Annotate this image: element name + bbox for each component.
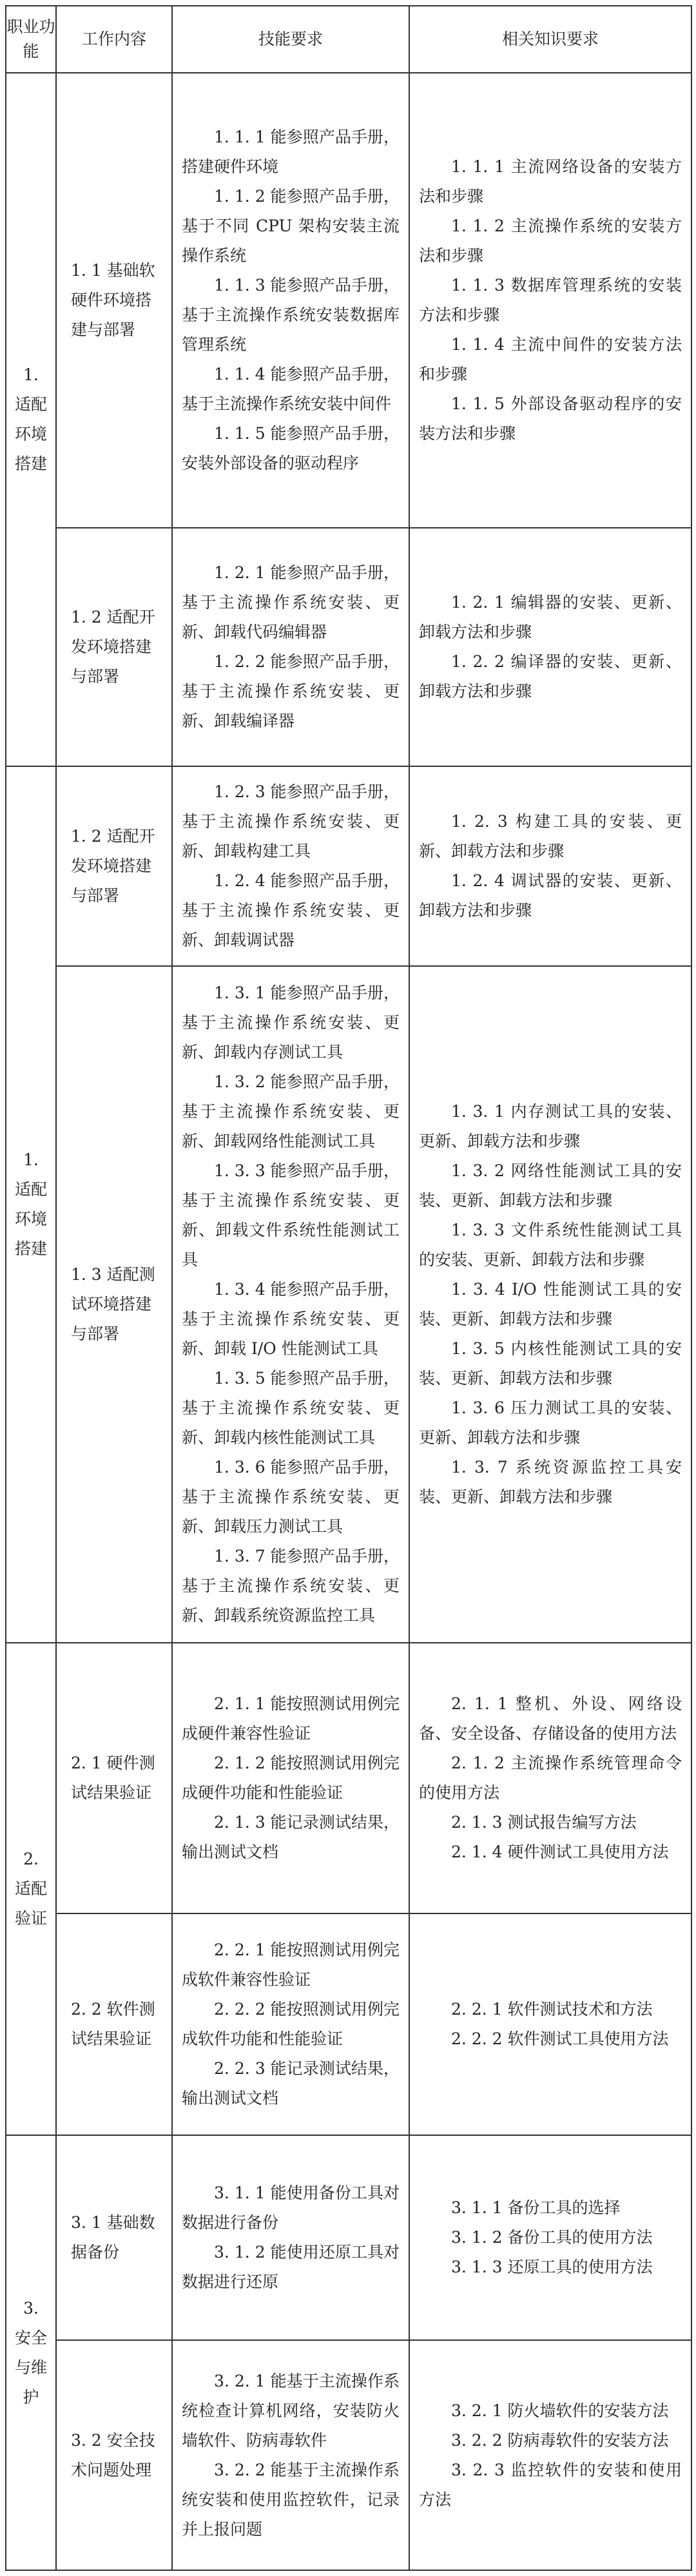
table-row bbox=[6, 1643, 691, 1913]
knowledge-item: 1. 3. 2 网络性能测试工具的安装、更新、卸载方法和步骤 bbox=[419, 1161, 682, 1210]
knowledge-cell bbox=[409, 2340, 691, 2570]
knowledge-item: 1. 1. 1 主流网络设备的安装方法和步骤 bbox=[419, 157, 682, 206]
header-function: 职业功能 bbox=[6, 6, 56, 73]
function-cell: 1. 适配环境搭建 bbox=[6, 766, 56, 1643]
knowledge-item: 1. 3. 6 压力测试工具的安装、更新、卸载方法和步骤 bbox=[419, 1399, 682, 1447]
function-cell: 3. 安全与维护 bbox=[6, 2135, 56, 2570]
header-content: 工作内容 bbox=[56, 6, 172, 73]
skill-item: 1. 1. 5 能参照产品手册，安装外部设备的驱动程序 bbox=[182, 424, 400, 472]
table-row bbox=[6, 1913, 691, 2135]
table-row bbox=[6, 2135, 691, 2340]
content-cell: 3. 1 基础数据备份 bbox=[56, 2135, 172, 2340]
content-cell: 1. 3 适配测试环境搭建与部署 bbox=[56, 966, 172, 1643]
skills-cell bbox=[172, 528, 409, 766]
knowledge-cell bbox=[409, 766, 691, 966]
skill-item: 1. 3. 5 能参照产品手册，基于主流操作系统安装、更新、卸载内核性能测试工具 bbox=[182, 1369, 400, 1447]
knowledge-item: 1. 3. 5 内核性能测试工具的安装、更新、卸载方法和步骤 bbox=[419, 1339, 682, 1388]
skill-item: 1. 3. 4 能参照产品手册，基于主流操作系统安装、更新、卸载 I/O 性能测试工具 bbox=[182, 1280, 400, 1358]
knowledge-item: 2. 1. 4 硬件测试工具使用方法 bbox=[451, 1843, 669, 1861]
skill-item: 1. 2. 1 能参照产品手册，基于主流操作系统安装、更新、卸载代码编辑器 bbox=[182, 563, 400, 641]
knowledge-item: 2. 2. 1 软件测试技术和方法 bbox=[451, 2000, 653, 2019]
knowledge-item: 1. 3. 7 系统资源监控工具安装、更新、卸载方法和步骤 bbox=[419, 1458, 682, 1506]
skill-item: 2. 2. 3 能记录测试结果，输出测试文档 bbox=[182, 2059, 400, 2107]
skill-item: 1. 2. 3 能参照产品手册，基于主流操作系统安装、更新、卸载构建工具 bbox=[182, 782, 400, 860]
skill-item: 1. 1. 1 能参照产品手册，搭建硬件环境 bbox=[182, 128, 400, 176]
skills-cell bbox=[172, 766, 409, 966]
knowledge-cell bbox=[409, 1643, 691, 1913]
skill-item: 1. 1. 3 能参照产品手册，基于主流操作系统安装数据库管理系统 bbox=[182, 276, 400, 354]
skill-item: 1. 2. 2 能参照产品手册，基于主流操作系统安装、更新、卸载编译器 bbox=[182, 652, 400, 730]
skill-item: 2. 1. 3 能记录测试结果，输出测试文档 bbox=[182, 1813, 400, 1861]
knowledge-item: 3. 1. 1 备份工具的选择 bbox=[451, 2198, 621, 2217]
skill-item: 3. 2. 1 能基于主流操作系统检查计算机网络，安装防火墙软件、防病毒软件 bbox=[182, 2371, 400, 2450]
knowledge-item: 1. 3. 3 文件系统性能测试工具的安装、更新、卸载方法和步骤 bbox=[419, 1221, 682, 1269]
function-cell: 2. 适配验证 bbox=[6, 1643, 56, 2135]
knowledge-item: 3. 1. 3 还原工具的使用方法 bbox=[451, 2258, 653, 2276]
skills-cell bbox=[172, 2135, 409, 2340]
knowledge-item: 1. 1. 3 数据库管理系统的安装方法和步骤 bbox=[419, 276, 682, 324]
skill-item: 3. 2. 2 能基于主流操作系统安装和使用监控软件，记录并上报问题 bbox=[182, 2460, 400, 2539]
knowledge-item: 3. 1. 2 备份工具的使用方法 bbox=[451, 2228, 653, 2247]
knowledge-cell bbox=[409, 1913, 691, 2135]
skills-cell bbox=[172, 2340, 409, 2570]
content-cell: 1. 2 适配开发环境搭建与部署 bbox=[56, 528, 172, 766]
skill-item: 1. 2. 4 能参照产品手册，基于主流操作系统安装、更新、卸载调试器 bbox=[182, 871, 400, 949]
content-cell: 2. 1 硬件测试结果验证 bbox=[56, 1643, 172, 1913]
skill-item: 1. 3. 3 能参照产品手册，基于主流操作系统安装、更新、卸载文件系统性能测试工具 bbox=[182, 1161, 400, 1269]
knowledge-cell bbox=[409, 528, 691, 766]
knowledge-cell bbox=[409, 966, 691, 1643]
knowledge-cell bbox=[409, 73, 691, 528]
skills-cell bbox=[172, 73, 409, 528]
content-cell: 1. 1 基础软硬件环境搭建与部署 bbox=[56, 73, 172, 528]
knowledge-item: 2. 1. 1 整机、外设、网络设备、安全设备、存储设备的使用方法 bbox=[419, 1694, 682, 1743]
skill-item: 1. 1. 4 能参照产品手册，基于主流操作系统安装中间件 bbox=[182, 365, 400, 413]
knowledge-cell bbox=[409, 2135, 691, 2340]
skill-item: 1. 3. 2 能参照产品手册，基于主流操作系统安装、更新、卸载网络性能测试工具 bbox=[182, 1072, 400, 1150]
knowledge-item: 2. 1. 2 主流操作系统管理命令的使用方法 bbox=[419, 1754, 682, 1802]
table-row bbox=[6, 766, 691, 966]
table-row bbox=[6, 966, 691, 1643]
skill-item: 3. 1. 1 能使用备份工具对数据进行备份 bbox=[182, 2184, 400, 2232]
skill-item: 2. 2. 1 能按照测试用例完成软件兼容性验证 bbox=[182, 1941, 400, 1989]
knowledge-item: 1. 1. 4 主流中间件的安装方法和步骤 bbox=[419, 335, 682, 383]
knowledge-item: 1. 1. 5 外部设备驱动程序的安装方法和步骤 bbox=[419, 394, 682, 443]
skills-cell bbox=[172, 1913, 409, 2135]
skills-cell bbox=[172, 1643, 409, 1913]
content-cell: 3. 2 安全技术问题处理 bbox=[56, 2340, 172, 2570]
knowledge-item: 1. 3. 4 I/O 性能测试工具的安装、更新、卸载方法和步骤 bbox=[419, 1280, 682, 1328]
knowledge-item: 2. 2. 2 软件测试工具使用方法 bbox=[451, 2029, 669, 2048]
header-row bbox=[6, 6, 691, 73]
skill-item: 2. 1. 2 能按照测试用例完成硬件功能和性能验证 bbox=[182, 1754, 400, 1802]
knowledge-item: 1. 2. 3 构建工具的安装、更新、卸载方法和步骤 bbox=[419, 812, 682, 860]
function-cell: 1. 适配环境搭建 bbox=[6, 73, 56, 766]
content-cell: 2. 2 软件测试结果验证 bbox=[56, 1913, 172, 2135]
knowledge-item: 3. 2. 2 防病毒软件的安装方法 bbox=[451, 2430, 669, 2450]
skill-item: 1. 1. 2 能参照产品手册，基于不同 CPU 架构安装主流操作系统 bbox=[182, 187, 400, 265]
skill-item: 1. 3. 6 能参照产品手册，基于主流操作系统安装、更新、卸载压力测试工具 bbox=[182, 1458, 400, 1536]
skill-item: 3. 1. 2 能使用还原工具对数据进行还原 bbox=[182, 2243, 400, 2291]
skills-table bbox=[5, 5, 692, 2571]
skill-item: 1. 3. 1 能参照产品手册，基于主流操作系统安装、更新、卸载内存测试工具 bbox=[182, 983, 400, 1061]
header-skills: 技能要求 bbox=[172, 6, 409, 73]
table-row bbox=[6, 2340, 691, 2570]
skills-cell bbox=[172, 966, 409, 1643]
knowledge-item: 1. 2. 1 编辑器的安装、更新、卸载方法和步骤 bbox=[419, 593, 682, 641]
knowledge-item: 3. 2. 3 监控软件的安装和使用方法 bbox=[419, 2460, 682, 2509]
knowledge-item: 1. 3. 1 内存测试工具的安装、更新、卸载方法和步骤 bbox=[419, 1102, 682, 1150]
table-row bbox=[6, 73, 691, 528]
skill-item: 2. 1. 1 能按照测试用例完成硬件兼容性验证 bbox=[182, 1694, 400, 1743]
header-knowledge: 相关知识要求 bbox=[409, 6, 691, 73]
knowledge-item: 1. 2. 2 编译器的安装、更新、卸载方法和步骤 bbox=[419, 652, 682, 701]
knowledge-item: 2. 1. 3 测试报告编写方法 bbox=[451, 1813, 637, 1832]
table-row bbox=[6, 528, 691, 766]
knowledge-item: 1. 2. 4 调试器的安装、更新、卸载方法和步骤 bbox=[419, 871, 682, 920]
skill-item: 2. 2. 2 能按照测试用例完成软件功能和性能验证 bbox=[182, 2000, 400, 2048]
skill-item: 1. 3. 7 能参照产品手册，基于主流操作系统安装、更新、卸载系统资源监控工具 bbox=[182, 1547, 400, 1625]
knowledge-item: 3. 2. 1 防火墙软件的安装方法 bbox=[451, 2401, 669, 2420]
content-cell: 1. 2 适配开发环境搭建与部署 bbox=[56, 766, 172, 966]
knowledge-item: 1. 1. 2 主流操作系统的安装方法和步骤 bbox=[419, 217, 682, 265]
